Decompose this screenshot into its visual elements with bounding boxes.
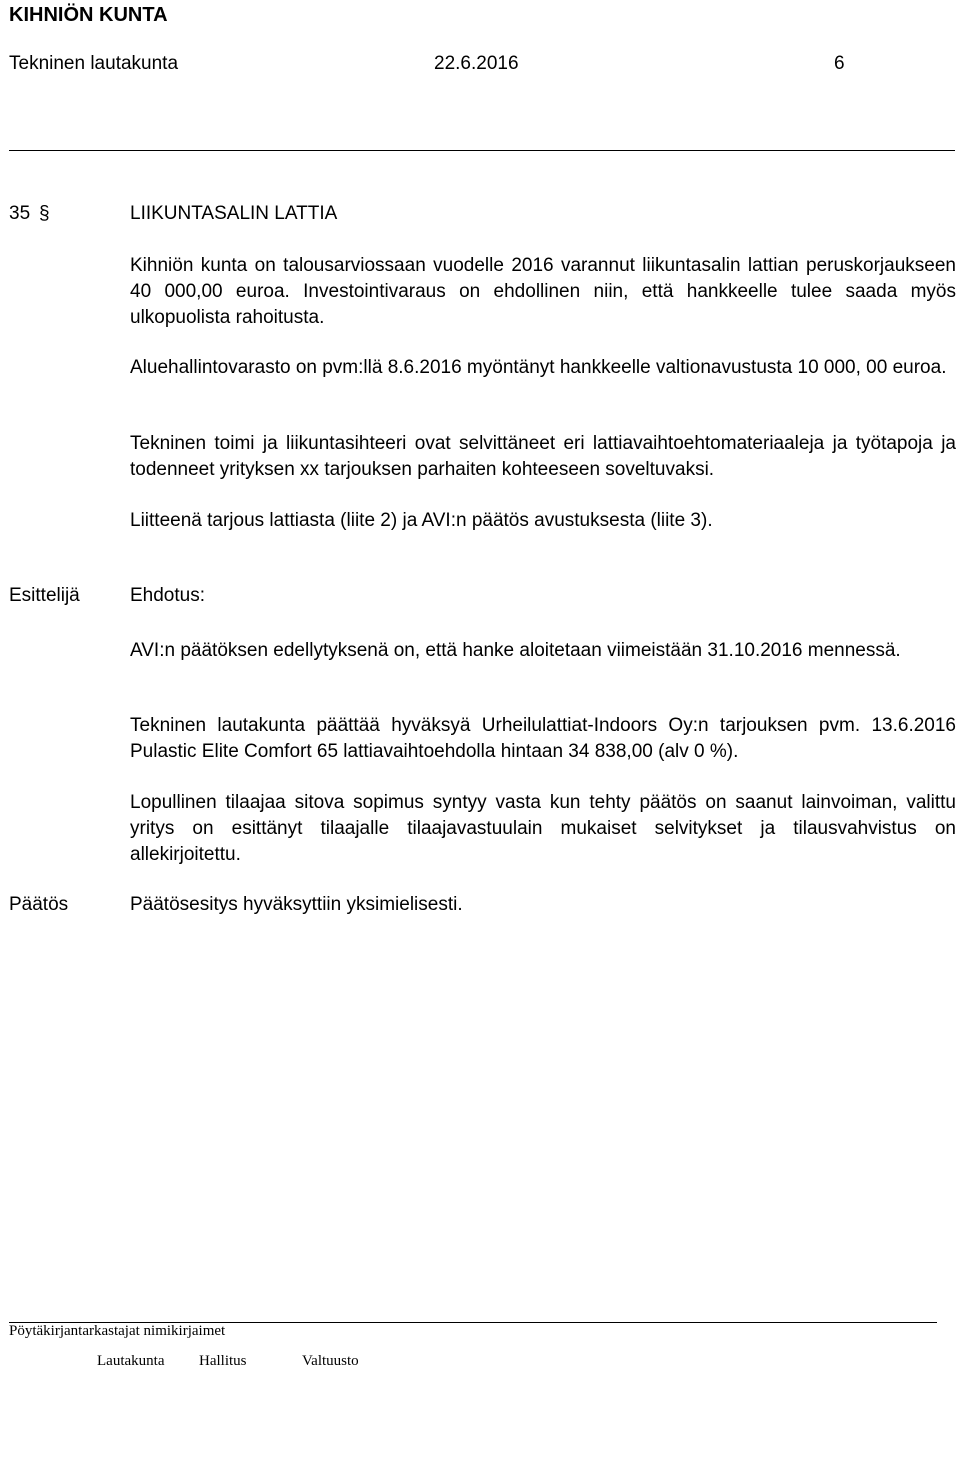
decision-text: Päätösesitys hyväksyttiin yksimielisesti. [130,894,463,915]
body-paragraph-budget: Kihniön kunta on talousarviossaan vuodelle 2016 varannut liikuntasalin lattian peruskorjaukseen 40 000,00 euroa. Investointivaraus on ehdollinen niin, että hankkeelle tulee saada myös ulkopuolista rahoitusta. [130,255,956,328]
proposal-paragraph-offer: Tekninen lautakunta päättää hyväksyä Urheilulattiat-Indoors Oy:n tarjouksen pvm. 13.6.2016 Pulastic Elite Comfort 65 lattiavaihtoehdolla hintaan 34 838,00 (alv 0 %). [130,715,956,762]
proposal-paragraph-condition: AVI:n päätöksen edellytyksenä on, että hanke aloitetaan viimeistään 31.10.2016 mennessä. [130,640,901,661]
section-mark: § [39,203,50,224]
footer-column-hallitus: Hallitus [199,1353,247,1369]
meeting-date: 22.6.2016 [434,53,519,74]
body-paragraph-attachments: Liitteenä tarjous lattiasta (liite 2) ja AVI:n päätös avustuksesta (liite 3). [130,510,713,531]
body-paragraph-grant: Aluehallintovarasto on pvm:llä 8.6.2016 myöntänyt hankkeelle valtionavustusta 10 000, 00 euroa. [130,357,947,378]
page-number: 6 [834,53,845,74]
body-paragraph-review: Tekninen toimi ja liikuntasihteeri ovat selvittäneet eri lattiavaihtoehtomateriaaleja ja työtapoja ja todenneet yrityksen xx tarjouksen parhaiten kohteeseen soveltuvaksi. [130,433,956,480]
presenter-label: Esittelijä [9,585,80,606]
footer-column-valtuusto: Valtuusto [302,1353,359,1369]
footer-rule-right [397,1322,937,1323]
section-number: 35 [9,203,31,224]
proposal-paragraph-contract: Lopullinen tilaajaa sitova sopimus syntyy vasta kun tehty päätös on saanut lainvoiman, valittu yritys on esittänyt tilaajalle tilaajavastuulain mukaiset selvitykset ja tilausvahvistus on allekirjoitettu. [130,792,956,865]
footer-column-lautakunta: Lautakunta [97,1353,165,1369]
footer-rule-left [9,1322,397,1323]
proposal-heading: Ehdotus: [130,585,205,606]
committee-name: Tekninen lautakunta [9,53,179,74]
header-divider [9,150,955,151]
section-title: LIIKUNTASALIN LATTIA [130,203,338,224]
signatures-label: Pöytäkirjantarkastajat nimikirjaimet [9,1323,226,1339]
decision-label: Päätös [9,894,69,915]
organization-name: KIHNIÖN KUNTA [9,4,168,26]
